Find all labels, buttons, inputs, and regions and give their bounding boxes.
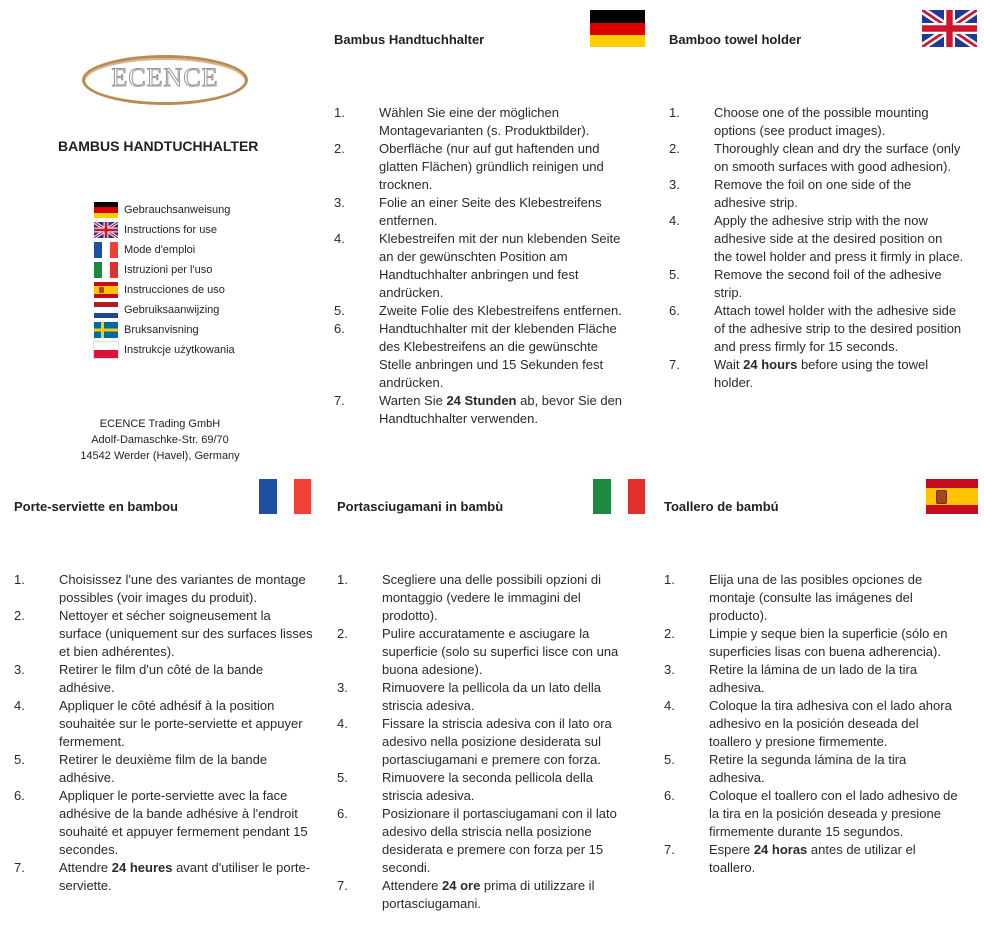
- step-number: 5.: [14, 752, 25, 767]
- spain-flag-icon: [926, 479, 978, 514]
- step-number: 5.: [664, 752, 675, 767]
- language-item-gb: [94, 220, 294, 240]
- step-text: Oberfläche (nur auf gut haftenden und glatten Flächen) gründlich reinigen und trocknen.: [379, 141, 604, 192]
- step-text-start: Attendere: [382, 878, 442, 893]
- steps-list: [337, 571, 627, 913]
- list-item: [669, 302, 964, 356]
- step-number: 7.: [669, 357, 680, 372]
- step-number: 3.: [337, 680, 348, 695]
- list-item: [14, 607, 314, 661]
- language-label: Instrucciones de uso: [124, 284, 225, 296]
- step-text: [714, 356, 964, 392]
- step-text: Scegliere una delle possibili opzioni di montaggio (vedere le immagini del prodotto).: [382, 572, 601, 623]
- language-list: [94, 200, 294, 360]
- step-text-start: Espere: [709, 842, 754, 857]
- step-text: Coloque el toallero con el lado adhesivo de la tira en la posición deseada y presione firmemente durante 15 segundos.: [709, 788, 958, 839]
- step-number: 4.: [669, 213, 680, 228]
- step-text: Remove the foil on one side of the adhesive strip.: [714, 177, 912, 210]
- france-flag-icon: [94, 242, 118, 258]
- step-text: Appliquer le côté adhésif à la position souhaitée sur le porte-serviette et appuyer fermement.: [59, 698, 303, 749]
- step-number: 1.: [337, 572, 348, 587]
- step-number: 6.: [14, 788, 25, 803]
- main-title: BAMBUS HANDTUCHHALTER: [58, 138, 259, 154]
- step-text-emphasis: 24 horas: [753, 842, 808, 857]
- step-text: Retirer le deuxième film de la bande adhésive.: [59, 752, 268, 785]
- list-item: [334, 302, 634, 320]
- step-text-start: Attendre: [59, 860, 112, 875]
- language-item-es: [94, 280, 294, 300]
- language-item-se: [94, 320, 294, 340]
- step-text-end: before using the towel holder.: [714, 357, 929, 390]
- step-text: Zweite Folie des Klebestreifens entfernen.: [379, 303, 622, 318]
- steps-list: [14, 571, 314, 895]
- step-text: Rimuovere la seconda pellicola della striscia adesiva.: [382, 770, 594, 803]
- step-text: Pulire accuratamente e asciugare la superficie (solo su superfici lisce con una buona adesione).: [382, 626, 619, 677]
- step-text: [379, 392, 634, 428]
- step-text: Choisissez l'une des variantes de montage possibles (voir images du produit).: [59, 572, 306, 605]
- list-item: [14, 787, 314, 859]
- step-number: 5.: [337, 770, 348, 785]
- step-number: 7.: [14, 860, 25, 875]
- language-label: Gebrauchsanweisung: [124, 204, 231, 216]
- language-item-pl: [94, 340, 294, 360]
- step-text-emphasis: 24 ore: [442, 878, 481, 893]
- step-number: 4.: [14, 698, 25, 713]
- section-italian: [337, 499, 637, 919]
- list-item: [337, 679, 627, 715]
- poland-flag-icon: [94, 342, 118, 358]
- step-text: Choose one of the possible mounting options (see product images).: [714, 105, 929, 138]
- spain-flag-icon: [94, 282, 118, 298]
- list-item: [664, 787, 964, 841]
- company-name: ECENCE Trading GmbH: [99, 418, 221, 430]
- step-text: Fissare la striscia adesiva con il lato ora adesivo nella posizione desiderata sul portasciugamani e premere con forza.: [382, 716, 612, 767]
- step-text: Elija una de las posibles opciones de montaje (consulte las imágenes del producto).: [709, 572, 923, 623]
- list-item: [334, 392, 634, 428]
- step-number: 4.: [337, 716, 348, 731]
- list-item: [14, 751, 314, 787]
- language-label: Instructions for use: [124, 224, 217, 236]
- step-text-end: avant d'utiliser le porte-serviette.: [59, 860, 311, 893]
- step-number: 2.: [337, 626, 348, 641]
- section-english: [669, 32, 969, 432]
- language-label: Bruksanvisning: [124, 324, 199, 336]
- ecence-logo: [82, 55, 248, 103]
- list-item: [14, 697, 314, 751]
- step-number: 2.: [664, 626, 675, 641]
- step-number: 1.: [334, 105, 345, 120]
- step-text: Attach towel holder with the adhesive side of the adhesive strip to the desired position and press firmly for 15 seconds.: [714, 303, 962, 354]
- list-item: [334, 320, 634, 392]
- step-number: 2.: [14, 608, 25, 623]
- language-label: Istruzioni per l'uso: [124, 264, 213, 276]
- company-city: 14542 Werder (Havel), Germany: [80, 450, 240, 462]
- language-label: Gebruiksaanwijzing: [124, 304, 220, 316]
- language-item-it: [94, 260, 294, 280]
- germany-flag-icon: [590, 10, 645, 47]
- list-item: [664, 661, 964, 697]
- list-item: [664, 625, 964, 661]
- step-number: 5.: [669, 267, 680, 282]
- step-text-emphasis: 24 heures: [111, 860, 173, 875]
- step-text: Limpie y seque bien la superficie (sólo en superficies lisas con buena adherencia).: [709, 626, 948, 659]
- step-number: 3.: [334, 195, 345, 210]
- step-text: Folie an einer Seite des Klebestreifens entfernen.: [379, 195, 602, 228]
- step-text: Posizionare il portasciugamani con il lato adesivo della striscia nella posizione desiderata e premere con forza per 15 secondi.: [382, 806, 617, 875]
- list-item: [337, 715, 627, 769]
- step-number: 6.: [664, 788, 675, 803]
- step-text: Remove the second foil of the adhesive strip.: [714, 267, 942, 300]
- section-heading: Bamboo towel holder: [669, 32, 802, 47]
- step-number: 4.: [334, 231, 345, 246]
- list-item: [337, 877, 627, 913]
- step-number: 6.: [669, 303, 680, 318]
- list-item: [337, 571, 627, 625]
- list-item: [669, 176, 964, 212]
- steps-list: [334, 104, 634, 428]
- step-text: Rimuovere la pellicola da un lato della striscia adesiva.: [382, 680, 601, 713]
- language-label: Instrukcje użytkowania: [124, 344, 235, 356]
- france-flag-icon: [259, 479, 311, 514]
- list-item: [669, 104, 964, 140]
- step-text: [382, 877, 627, 913]
- language-item-nl: [94, 300, 294, 320]
- step-text: Retire la lámina de un lado de la tira adhesiva.: [709, 662, 918, 695]
- step-text: Retire la segunda lámina de la tira adhesiva.: [709, 752, 907, 785]
- step-text-emphasis: 24 hours: [743, 357, 798, 372]
- language-label: Mode d'emploi: [124, 244, 196, 256]
- list-item: [669, 212, 964, 266]
- list-item: [669, 140, 964, 176]
- step-number: 6.: [334, 321, 345, 336]
- list-item: [664, 751, 964, 787]
- step-number: 4.: [664, 698, 675, 713]
- step-text: Retirer le film d'un côté de la bande adhésive.: [59, 662, 264, 695]
- logo-text: ECENCE: [111, 63, 219, 92]
- list-item: [334, 104, 634, 140]
- list-item: [14, 661, 314, 697]
- sweden-flag-icon: [94, 322, 118, 338]
- list-item: [334, 230, 634, 302]
- list-item: [664, 841, 964, 877]
- uk-flag-icon: [922, 10, 977, 47]
- language-item-fr: [94, 240, 294, 260]
- list-item: [664, 697, 964, 751]
- list-item: [337, 769, 627, 805]
- step-text-emphasis: 24 Stunden: [446, 393, 517, 408]
- list-item: [334, 194, 634, 230]
- step-text-end: prima di utilizzare il portasciugamani.: [382, 878, 595, 911]
- germany-flag-icon: [94, 202, 118, 218]
- step-number: 5.: [334, 303, 345, 318]
- step-text-start: Warten Sie: [379, 393, 447, 408]
- step-number: 3.: [664, 662, 675, 677]
- step-number: 3.: [14, 662, 25, 677]
- steps-list: [669, 104, 964, 392]
- section-heading: Portasciugamani in bambù: [337, 499, 504, 514]
- list-item: [337, 625, 627, 679]
- step-text: Nettoyer et sécher soigneusement la surface (uniquement sur des surfaces lisses et bien adhérentes).: [59, 608, 313, 659]
- step-number: 6.: [337, 806, 348, 821]
- list-item: [669, 356, 964, 392]
- step-text: Thoroughly clean and dry the surface (only on smooth surfaces with good adhesion).: [714, 141, 961, 174]
- step-number: 1.: [14, 572, 25, 587]
- step-text: Wählen Sie eine der möglichen Montagevarianten (s. Produktbilder).: [379, 105, 590, 138]
- italy-flag-icon: [593, 479, 645, 514]
- step-text: [59, 859, 314, 895]
- step-number: 1.: [669, 105, 680, 120]
- company-street: Adolf-Damaschke-Str. 69/70: [91, 434, 229, 446]
- section-spanish: [664, 499, 974, 919]
- step-text-end: antes de utilizar el toallero.: [709, 842, 916, 875]
- step-text: [709, 841, 964, 877]
- list-item: [337, 805, 627, 877]
- section-german: [334, 32, 634, 432]
- step-number: 7.: [337, 878, 348, 893]
- step-number: 7.: [334, 393, 345, 408]
- italy-flag-icon: [94, 262, 118, 278]
- language-item-de: [94, 200, 294, 220]
- list-item: [664, 571, 964, 625]
- section-french: [14, 499, 319, 919]
- step-text: Handtuchhalter mit der klebenden Fläche des Klebestreifens an die gewünschte Stelle anbringen und 15 Sekunden fest andrücken.: [379, 321, 617, 390]
- company-address: [60, 416, 260, 464]
- step-number: 2.: [669, 141, 680, 156]
- list-item: [669, 266, 964, 302]
- uk-flag-icon: [94, 222, 118, 238]
- step-number: 7.: [664, 842, 675, 857]
- step-text: Apply the adhesive strip with the now adhesive side at the desired position on the towel holder and press it firmly in place.: [714, 213, 964, 264]
- step-text-end: ab, bevor Sie den Handtuchhalter verwenden.: [379, 393, 623, 426]
- netherlands-flag-icon: [94, 302, 118, 318]
- step-number: 1.: [664, 572, 675, 587]
- step-number: 2.: [334, 141, 345, 156]
- step-text-start: Wait: [714, 357, 744, 372]
- list-item: [14, 859, 314, 895]
- section-heading: Bambus Handtuchhalter: [334, 32, 485, 47]
- list-item: [334, 140, 634, 194]
- section-heading: Porte-serviette en bambou: [14, 499, 178, 514]
- list-item: [14, 571, 314, 607]
- step-text: Coloque la tira adhesiva con el lado ahora adhesivo en la posición deseada del toallero y presione firmemente.: [709, 698, 952, 749]
- section-heading: Toallero de bambú: [664, 499, 779, 514]
- step-text: Klebestreifen mit der nun klebenden Seite an der gewünschten Position am Handtuchhalter anbringen und fest andrücken.: [379, 231, 621, 300]
- steps-list: [664, 571, 964, 877]
- step-number: 3.: [669, 177, 680, 192]
- step-text: Appliquer le porte-serviette avec la face adhésive de la bande adhésive à l'endroit souhaité et appuyer fermement pendant 15 secondes.: [59, 788, 308, 857]
